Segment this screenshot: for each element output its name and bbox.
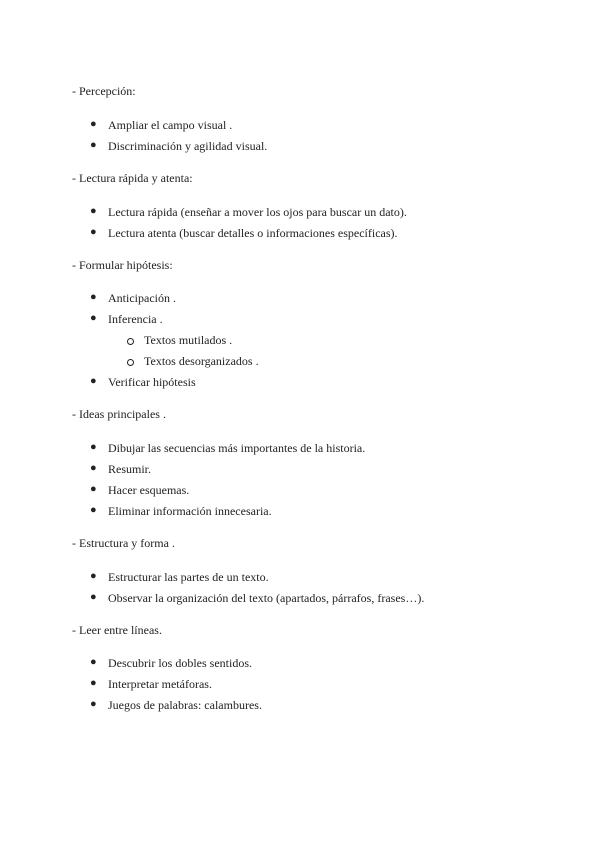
- bullet-icon: ●: [90, 698, 97, 710]
- bullet-icon: ●: [90, 291, 97, 303]
- hollow-bullet-icon: [127, 359, 134, 366]
- list-item: ● Lectura rápida (enseñar a mover los ojos para buscar un dato).: [90, 205, 407, 219]
- bullet-icon: ●: [90, 591, 97, 603]
- list-item: ● Verificar hipótesis: [90, 375, 196, 389]
- bullet-icon: ●: [90, 462, 97, 474]
- bullet-icon: ●: [90, 139, 97, 151]
- list-item: ● Hacer esquemas.: [90, 483, 190, 497]
- list-item: ● Lectura atenta (buscar detalles o informaciones específicas).: [90, 226, 398, 240]
- list-item: ● Interpretar metáforas.: [90, 677, 212, 691]
- list-item: Textos desorganizados .: [144, 354, 259, 369]
- bullet-icon: ●: [90, 312, 97, 324]
- section-heading: - Formular hipótesis:: [72, 258, 173, 272]
- section-heading: - Ideas principales .: [72, 407, 166, 421]
- list-item: ● Ampliar el campo visual .: [90, 118, 233, 132]
- bullet-icon: ●: [90, 118, 97, 130]
- section-heading: - Leer entre líneas.: [72, 623, 162, 637]
- list-item: ● Inferencia .: [90, 312, 163, 326]
- list-item: ● Estructurar las partes de un texto.: [90, 570, 269, 584]
- list-item: ● Resumir.: [90, 462, 152, 476]
- list-item: ● Dibujar las secuencias más importantes de la historia.: [90, 441, 366, 455]
- list-item: ● Anticipación .: [90, 291, 176, 305]
- bullet-icon: ●: [90, 656, 97, 668]
- bullet-icon: ●: [90, 504, 97, 516]
- list-item: ● Juegos de palabras: calambures.: [90, 698, 262, 712]
- bullet-icon: ●: [90, 483, 97, 495]
- section-heading: - Percepción:: [72, 84, 136, 98]
- bullet-icon: ●: [90, 441, 97, 453]
- list-item: ● Observar la organización del texto (apartados, párrafos, frases…).: [90, 591, 425, 605]
- hollow-bullet-icon: [127, 338, 134, 345]
- bullet-icon: ●: [90, 677, 97, 689]
- list-item: Textos mutilados .: [144, 333, 232, 348]
- list-item: ● Discriminación y agilidad visual.: [90, 139, 268, 153]
- section-heading: - Lectura rápida y atenta:: [72, 171, 193, 185]
- bullet-icon: ●: [90, 570, 97, 582]
- section-heading: - Estructura y forma .: [72, 536, 175, 550]
- bullet-icon: ●: [90, 375, 97, 387]
- list-item: ● Descubrir los dobles sentidos.: [90, 656, 252, 670]
- list-item: ● Eliminar información innecesaria.: [90, 504, 272, 518]
- bullet-icon: ●: [90, 226, 97, 238]
- bullet-icon: ●: [90, 205, 97, 217]
